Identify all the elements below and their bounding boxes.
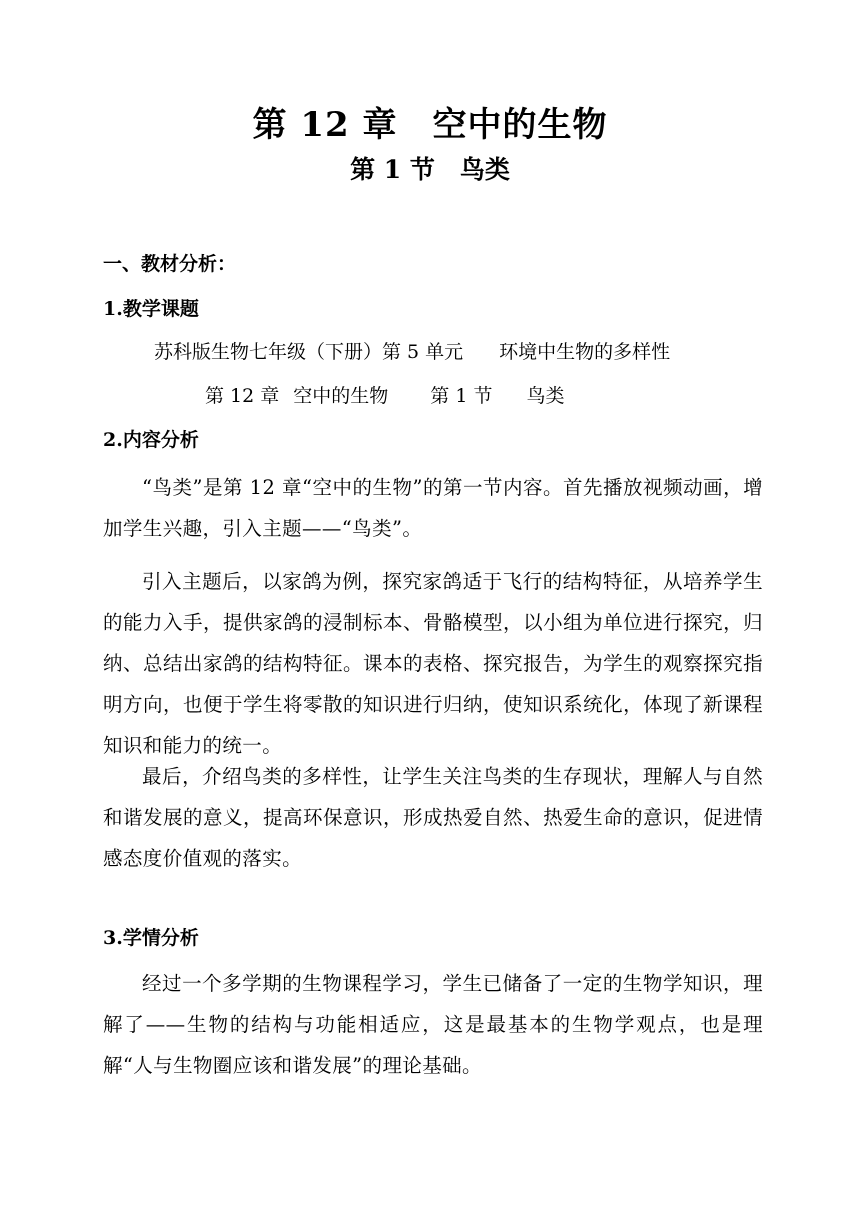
content-paragraph: 引入主题后，以家鸽为例，探究家鸽适于飞行的结构特征，从培养学生的能力入手，提供家鸽的浸制标本、骨骼模型，以小组为单位进行探究，归纳、总结出家鸽的结构特征。课本的表格、探究报告，为学生的观察探究指明方向，也便于学生将零散的知识进行归纳，使知识系统化，体现了新课程知识和能力的统一。 — [103, 570, 763, 757]
section-subtitle: 第 1 节 鸟类 — [350, 155, 510, 184]
course-chapter-name: 空中的生物 — [293, 385, 389, 407]
course-section-name: 鸟类 — [526, 385, 565, 407]
course-line-unit — [154, 339, 670, 365]
section-heading-textbook-analysis: 一、教材分析： — [103, 253, 237, 275]
chapter-title: 第 12 章 空中的生物 — [252, 105, 608, 145]
course-section-number: 第 1 节 — [430, 385, 493, 407]
heading-content-analysis: 2.内容分析 — [103, 429, 199, 451]
heading-learner-analysis: 3.学情分析 — [103, 927, 199, 949]
learner-paragraph: 经过一个多学期的生物课程学习，学生已储备了一定的生物学知识，理解了——生物的结构与功能相适应，这是最基本的生物学观点，也是理解“人与生物圈应该和谐发展”的理论基础。 — [103, 972, 763, 1077]
content-paragraph: 最后，介绍鸟类的多样性，让学生关注鸟类的生存现状，理解人与自然和谐发展的意义，提高环保意识，形成热爱自然、热爱生命的意识，促进情感态度价值观的落实。 — [103, 765, 763, 870]
course-line-chapter — [205, 383, 564, 409]
content-paragraph: “鸟类”是第 12 章“空中的生物”的第一节内容。首先播放视频动画，增加学生兴趣，引入主题——“鸟类”。 — [103, 476, 763, 540]
heading-teaching-topic: 1.教学课题 — [103, 298, 199, 320]
course-unit-theme: 环境中生物的多样性 — [499, 341, 671, 363]
course-chapter-number: 第 12 章 — [205, 385, 280, 407]
course-unit-text: 苏科版生物七年级（下册）第 5 单元 — [154, 341, 464, 363]
